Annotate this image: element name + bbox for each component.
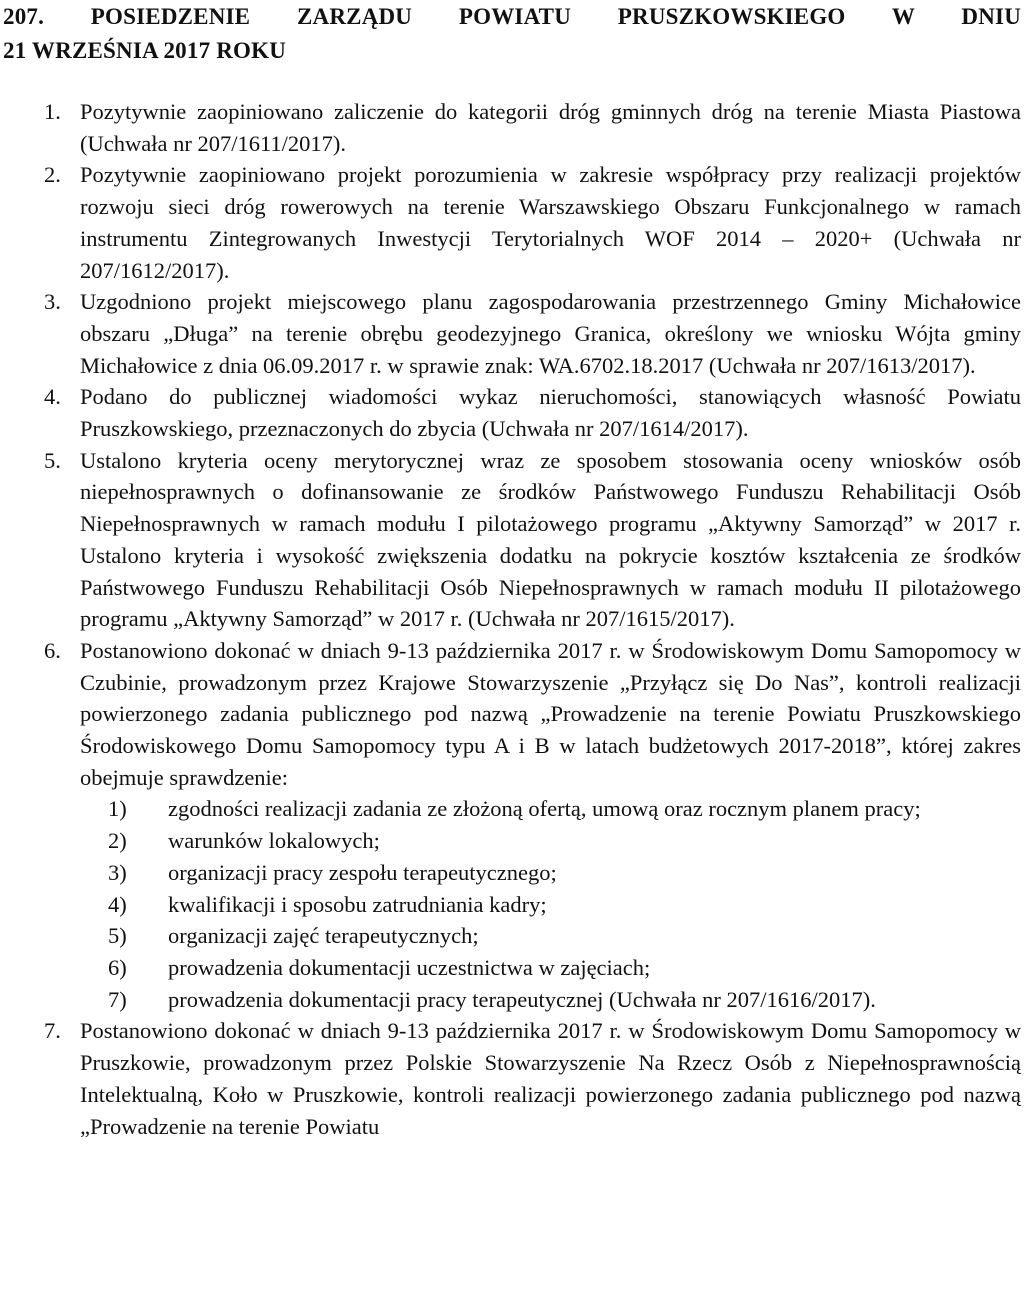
sub-item-number: 4) bbox=[108, 891, 127, 917]
sub-list-item bbox=[80, 920, 1021, 952]
list-item bbox=[0, 286, 1021, 381]
sub-list-item bbox=[80, 793, 1021, 825]
sub-item-text: prowadzenia dokumentacji pracy terapeutycznej (Uchwała nr 207/1616/2017). bbox=[168, 986, 876, 1012]
item-text: Postanowiono dokonać w dniach 9-13 października 2017 r. w Środowiskowym Domu Samopomocy w Pruszkowie, prowadzonym przez Polskie Stowarzyszenie Na Rzecz Osób z Niepełnosprawnością Intelektualną, Koło w Pruszkowie, kontroli realizacji powierzonego zadania publicznego pod nazwą „Prowadzenie na terenie Powiatu bbox=[80, 1018, 1021, 1139]
sub-item-text: organizacji zajęć terapeutycznych; bbox=[168, 923, 479, 949]
item-text: Ustalono kryteria oceny merytorycznej wraz ze sposobem stosowania oceny wniosków osób niepełnosprawnych o dofinansowanie ze środków Państwowego Funduszu Rehabilitacji Osób Niepełnosprawnych w ramach modułu I pilotażowego programu „Aktywny Samorząd” w 2017 r. Ustalono kryteria i wysokość zwiększenia dodatku na pokrycie kosztów kształcenia ze środków Państwowego Funduszu Rehabilitacji Osób Niepełnosprawnych w ramach modułu II pilotażowego programu „Aktywny Samorząd” w 2017 r. (Uchwała nr 207/1615/2017). bbox=[80, 447, 1021, 632]
sub-item-text: organizacji pracy zespołu terapeutycznego; bbox=[168, 859, 557, 885]
item-number: 5. bbox=[44, 447, 61, 473]
item-number: 2. bbox=[44, 162, 61, 188]
sub-item-text: warunków lokalowych; bbox=[168, 828, 380, 854]
sub-item-number: 3) bbox=[108, 859, 127, 885]
sub-list-item bbox=[80, 952, 1021, 984]
item-text: Podano do publicznej wiadomości wykaz nieruchomości, stanowiących własność Powiatu Pruszkowskiego, przeznaczonych do zbycia (Uchwała nr 207/1614/2017). bbox=[80, 384, 1021, 442]
item-number: 4. bbox=[44, 384, 61, 410]
list-item bbox=[0, 635, 1021, 1015]
sub-item-number: 5) bbox=[108, 923, 127, 949]
item-number: 3. bbox=[44, 289, 61, 315]
resolution-list bbox=[0, 96, 1024, 1142]
sub-list-item bbox=[80, 857, 1021, 889]
list-item bbox=[0, 96, 1021, 159]
item-text: Postanowiono dokonać w dniach 9-13 października 2017 r. w Środowiskowym Domu Samopomocy w Czubinie, prowadzonym przez Krajowe Stowarzyszenie „Przyłącz się Do Nas”, kontroli realizacji powierzonego zadania publicznego pod nazwą „Prowadzenie na terenie Powiatu Pruszkowskiego Środowiskowego Domu Samopomocy typu A i B w latach budżetowych 2017-2018”, której zakres obejmuje sprawdzenie: bbox=[80, 637, 1021, 790]
list-item bbox=[0, 381, 1021, 444]
item-number: 1. bbox=[44, 99, 61, 124]
sub-item-number: 1) bbox=[108, 796, 127, 822]
sub-item-number: 2) bbox=[108, 828, 127, 854]
sub-list-item bbox=[80, 825, 1021, 857]
document-heading bbox=[3, 0, 1021, 68]
sub-item-number: 6) bbox=[108, 954, 127, 980]
sub-item-text: prowadzenia dokumentacji uczestnictwa w zajęciach; bbox=[168, 954, 651, 980]
item-number: 6. bbox=[44, 637, 61, 663]
list-item bbox=[0, 445, 1021, 635]
heading-line-2: 21 WRZEŚNIA 2017 ROKU bbox=[3, 38, 287, 63]
sub-list-item bbox=[80, 889, 1021, 921]
sub-item-text: zgodności realizacji zadania ze złożoną ofertą, umową oraz rocznym planem pracy; bbox=[168, 796, 921, 822]
sub-item-number: 7) bbox=[108, 986, 127, 1012]
item-number: 7. bbox=[44, 1018, 61, 1044]
list-item bbox=[0, 159, 1021, 286]
item-text: Uzgodniono projekt miejscowego planu zagospodarowania przestrzennego Gminy Michałowice obszaru „Długa” na terenie obrębu geodezyjnego Granica, określony we wniosku Wójta gminy Michałowice z dnia 06.09.2017 r. w sprawie znak: WA.6702.18.2017 (Uchwała nr 207/1613/2017). bbox=[80, 289, 1021, 378]
list-item bbox=[0, 1015, 1021, 1142]
heading-line-1: 207. POSIEDZENIE ZARZĄDU POWIATU PRUSZKOWSKIEGO W DNIU bbox=[3, 4, 1021, 29]
item-text: Pozytywnie zaopiniowano zaliczenie do kategorii dróg gminnych dróg na terenie Miasta Piastowa (Uchwała nr 207/1611/2017). bbox=[80, 99, 1021, 156]
sub-list bbox=[80, 793, 1021, 1015]
sub-list-item bbox=[80, 984, 1021, 1016]
sub-item-text: kwalifikacji i sposobu zatrudniania kadry; bbox=[168, 891, 547, 917]
item-text: Pozytywnie zaopiniowano projekt porozumienia w zakresie współpracy przy realizacji projektów rozwoju sieci dróg rowerowych na terenie Warszawskiego Obszaru Funkcjonalnego w ramach instrumentu Zintegrowanych Inwestycji Terytorialnych WOF 2014 – 2020+ (Uchwała nr 207/1612/2017). bbox=[80, 162, 1021, 283]
